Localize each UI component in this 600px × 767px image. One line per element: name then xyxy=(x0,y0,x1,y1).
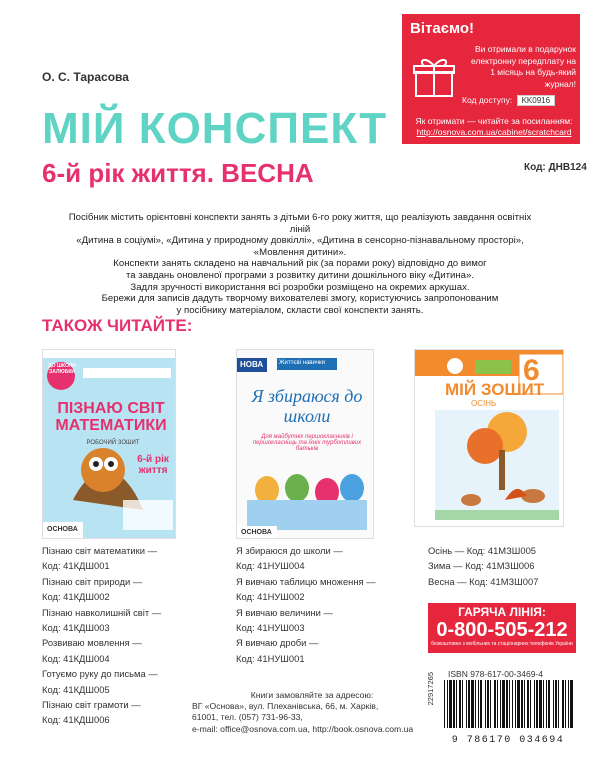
book-list-school xyxy=(236,543,376,666)
promo-how-url[interactable]: http://osnova.com.ua/cabinet/scratchcard xyxy=(416,127,572,137)
list-item: Код: 41КДШ004 xyxy=(42,652,110,664)
notebook-cover-title: МІЙ ЗОШИТ xyxy=(445,380,545,399)
book-description xyxy=(60,212,540,316)
list-item: Пізнаю світ природи — xyxy=(42,575,143,587)
list-item: Весна — Код: 41МЗШ007 xyxy=(428,575,539,587)
list-item: Я вивчаю величини — xyxy=(236,606,333,618)
hotline-phone[interactable]: 0-800-505-212 xyxy=(436,619,568,641)
barcode-bar xyxy=(471,680,474,728)
desc-line: «Дитина в соціумі», «Дитина у природному довкіллі», «Дитина в сенсорно-пізнавальному просторі», «Мовлення дитини». xyxy=(76,235,524,258)
order-line: Книги замовляйте за адресою: xyxy=(250,690,374,700)
promo-code-label: Код доступу: xyxy=(462,95,513,105)
book-subtitle: 6-й рік життя. ВЕСНА xyxy=(42,158,314,188)
barcode-bar xyxy=(562,680,564,728)
school-cover-title: Я збираюся до школи xyxy=(251,386,363,426)
barcode-digits: 9 786170 034694 xyxy=(451,735,565,746)
list-item: Я збираюся до школи — xyxy=(236,545,343,556)
desc-line: Посібник містить орієнтовні конспекти занять з дітьми 6-го року життя, що реалізують завдання освітніх ліній xyxy=(68,212,532,235)
promo-how-label: Як отримати — читайте за посиланням: xyxy=(415,116,573,126)
notebook-cover-illustration xyxy=(415,350,564,527)
barcode-bar xyxy=(539,680,542,728)
barcode-bar xyxy=(459,680,461,728)
isbn-label: ISBN 978-617-00-3469-4 xyxy=(448,669,543,679)
barcode-bar xyxy=(515,680,516,728)
math-cover-small: ДО ШКОЛИ ЗАЛЮБКИ xyxy=(48,363,76,375)
school-cover-publisher: ОСНОВА xyxy=(241,529,272,536)
school-cover-sub: Для майбутніх першокласників і першокласниць та їхніх турботливих батьків xyxy=(252,434,362,452)
list-item: Код: 41КДШ002 xyxy=(42,591,110,603)
math-cover-publisher: ОСНОВА xyxy=(47,526,78,533)
book-cover-notebook[interactable] xyxy=(414,349,564,527)
barcode-bar xyxy=(509,680,510,728)
list-item: Осінь — Код: 41МЗШ005 xyxy=(428,545,536,556)
barcode-bar xyxy=(466,680,467,728)
barcode-bar xyxy=(449,680,452,728)
order-line[interactable]: e-mail: office@osnova.com.ua, http://book.osnova.com.ua xyxy=(192,723,414,734)
notebook-cover-number: 6 xyxy=(523,354,540,387)
list-item: Розвиваю мовлення — xyxy=(42,637,142,649)
desc-line: у посібнику матеріалом, скласти свої конспекти занять. xyxy=(176,304,424,316)
barcode-bar xyxy=(527,680,529,728)
barcode-bar xyxy=(512,680,513,728)
promo-text: Ви отримали в подарунок електронну передплату на 1 місяць на будь-який журнал! xyxy=(471,44,576,89)
barcode-bar xyxy=(553,680,554,728)
barcode-bar xyxy=(468,680,470,728)
list-item: Код: 41КДШ006 xyxy=(42,714,110,726)
barcode-bar xyxy=(478,680,479,728)
book-cover-math[interactable] xyxy=(42,349,176,539)
book-list-math xyxy=(42,543,161,728)
barcode-bar xyxy=(558,680,559,728)
order-info xyxy=(192,690,432,735)
order-line: 61001, тел. (057) 731-96-33, xyxy=(192,712,303,723)
math-cover-age: 6-й рік життя xyxy=(137,454,169,476)
barcode-bar xyxy=(453,680,455,728)
promo-code-line xyxy=(462,95,555,106)
barcode-bar xyxy=(568,680,569,728)
barcode-bar xyxy=(475,680,476,728)
author-name: О. С. Тарасова xyxy=(42,70,129,84)
barcode-bar xyxy=(494,680,496,728)
barcode-bar xyxy=(530,680,531,728)
list-item: Код: 41НУШ004 xyxy=(236,560,305,572)
list-item: Пізнаю світ математики — xyxy=(42,545,157,556)
book-title: МІЙ КОНСПЕКТ xyxy=(42,104,388,153)
list-item: Я вивчаю таблицю множення — xyxy=(236,575,376,587)
barcode-bar xyxy=(497,680,498,728)
book-code: Код: ДНВ124 xyxy=(524,162,587,173)
barcode-bar xyxy=(456,680,457,728)
also-read-heading: ТАКОЖ ЧИТАЙТЕ: xyxy=(42,316,193,335)
promo-title: Вітаємо! xyxy=(410,20,475,37)
school-cover-brand: НОВА xyxy=(240,360,264,369)
list-item: Код: 41НУШ003 xyxy=(236,622,305,634)
hotline-label: ГАРЯЧА ЛІНІЯ: xyxy=(458,605,546,619)
barcode-bar xyxy=(462,680,463,728)
list-item: Я вивчаю дроби — xyxy=(236,637,319,649)
school-cover-series: Життєві навички xyxy=(279,360,325,366)
desc-line: Конспекти занять складено на навчальний рік (за порами року) відповідно до вимог xyxy=(113,258,487,270)
list-item: Код: 41КДШ001 xyxy=(42,560,110,572)
barcode-bar xyxy=(555,680,557,728)
notebook-cover-season: ОСІНЬ xyxy=(471,399,497,408)
spine-code: 22917265 xyxy=(426,672,435,706)
list-item: Пізнаю навколишній світ — xyxy=(42,606,162,618)
barcode-bar xyxy=(565,680,566,728)
barcode-bar xyxy=(524,680,525,728)
book-list-notebook xyxy=(428,543,538,589)
barcode-bar xyxy=(490,680,491,728)
hotline-note: безкоштовно з мобільних та стаціонарних телефонів України xyxy=(431,641,573,647)
list-item: Код: 41КДШ005 xyxy=(42,683,110,695)
barcode-bar xyxy=(546,680,547,728)
barcode-bar xyxy=(480,680,482,728)
barcode-bar xyxy=(548,680,550,728)
barcode-bar xyxy=(485,680,486,728)
barcode-bars xyxy=(440,680,576,730)
list-item: Код: 41НУШ001 xyxy=(236,652,305,664)
book-cover-school[interactable] xyxy=(236,349,374,539)
desc-line: Задля зручності використання всі розробки розміщено на окремих аркушах. xyxy=(130,281,470,293)
list-item: Зима — Код: 41МЗШ006 xyxy=(428,560,535,572)
gift-icon xyxy=(412,56,456,98)
barcode-bar xyxy=(487,680,489,728)
promo-code-value: KK0916 xyxy=(517,95,555,106)
promo-how xyxy=(410,116,578,138)
barcode-bar xyxy=(517,680,520,728)
math-cover-sub: РОБОЧИЙ ЗОШИТ xyxy=(86,440,140,446)
list-item: Пізнаю світ грамоти — xyxy=(42,699,141,711)
promo-box xyxy=(402,14,580,144)
barcode-bar xyxy=(536,680,538,728)
list-item: Готуємо руку до письма — xyxy=(42,668,158,680)
desc-line: Бережи для записів дадуть творчому вихователеві змогу, користуючись запропонованим xyxy=(101,293,499,305)
math-cover-title: ПІЗНАЮ СВІТ МАТЕМАТИКИ xyxy=(55,400,167,434)
hotline-box xyxy=(428,603,576,653)
order-line: ВГ «Основа», вул. Плеханівська, 66, м. Харків, xyxy=(192,701,379,712)
list-item: Код: 41НУШ002 xyxy=(236,591,305,603)
barcode-bar xyxy=(444,680,445,728)
barcode-bar xyxy=(506,680,508,728)
barcode-bar xyxy=(502,680,505,728)
barcode-bar xyxy=(570,680,573,728)
barcode-bar xyxy=(447,680,448,728)
barcode-bar xyxy=(534,680,535,728)
barcode-bar xyxy=(543,680,544,728)
list-item: Код: 41КДШ003 xyxy=(42,622,110,634)
barcode xyxy=(440,680,576,746)
desc-line: та завдань оновленої програми з розвитку дитини дошкільного віку «Дитина». xyxy=(125,269,475,281)
barcode-bar xyxy=(521,680,523,728)
barcode-bar xyxy=(500,680,501,728)
